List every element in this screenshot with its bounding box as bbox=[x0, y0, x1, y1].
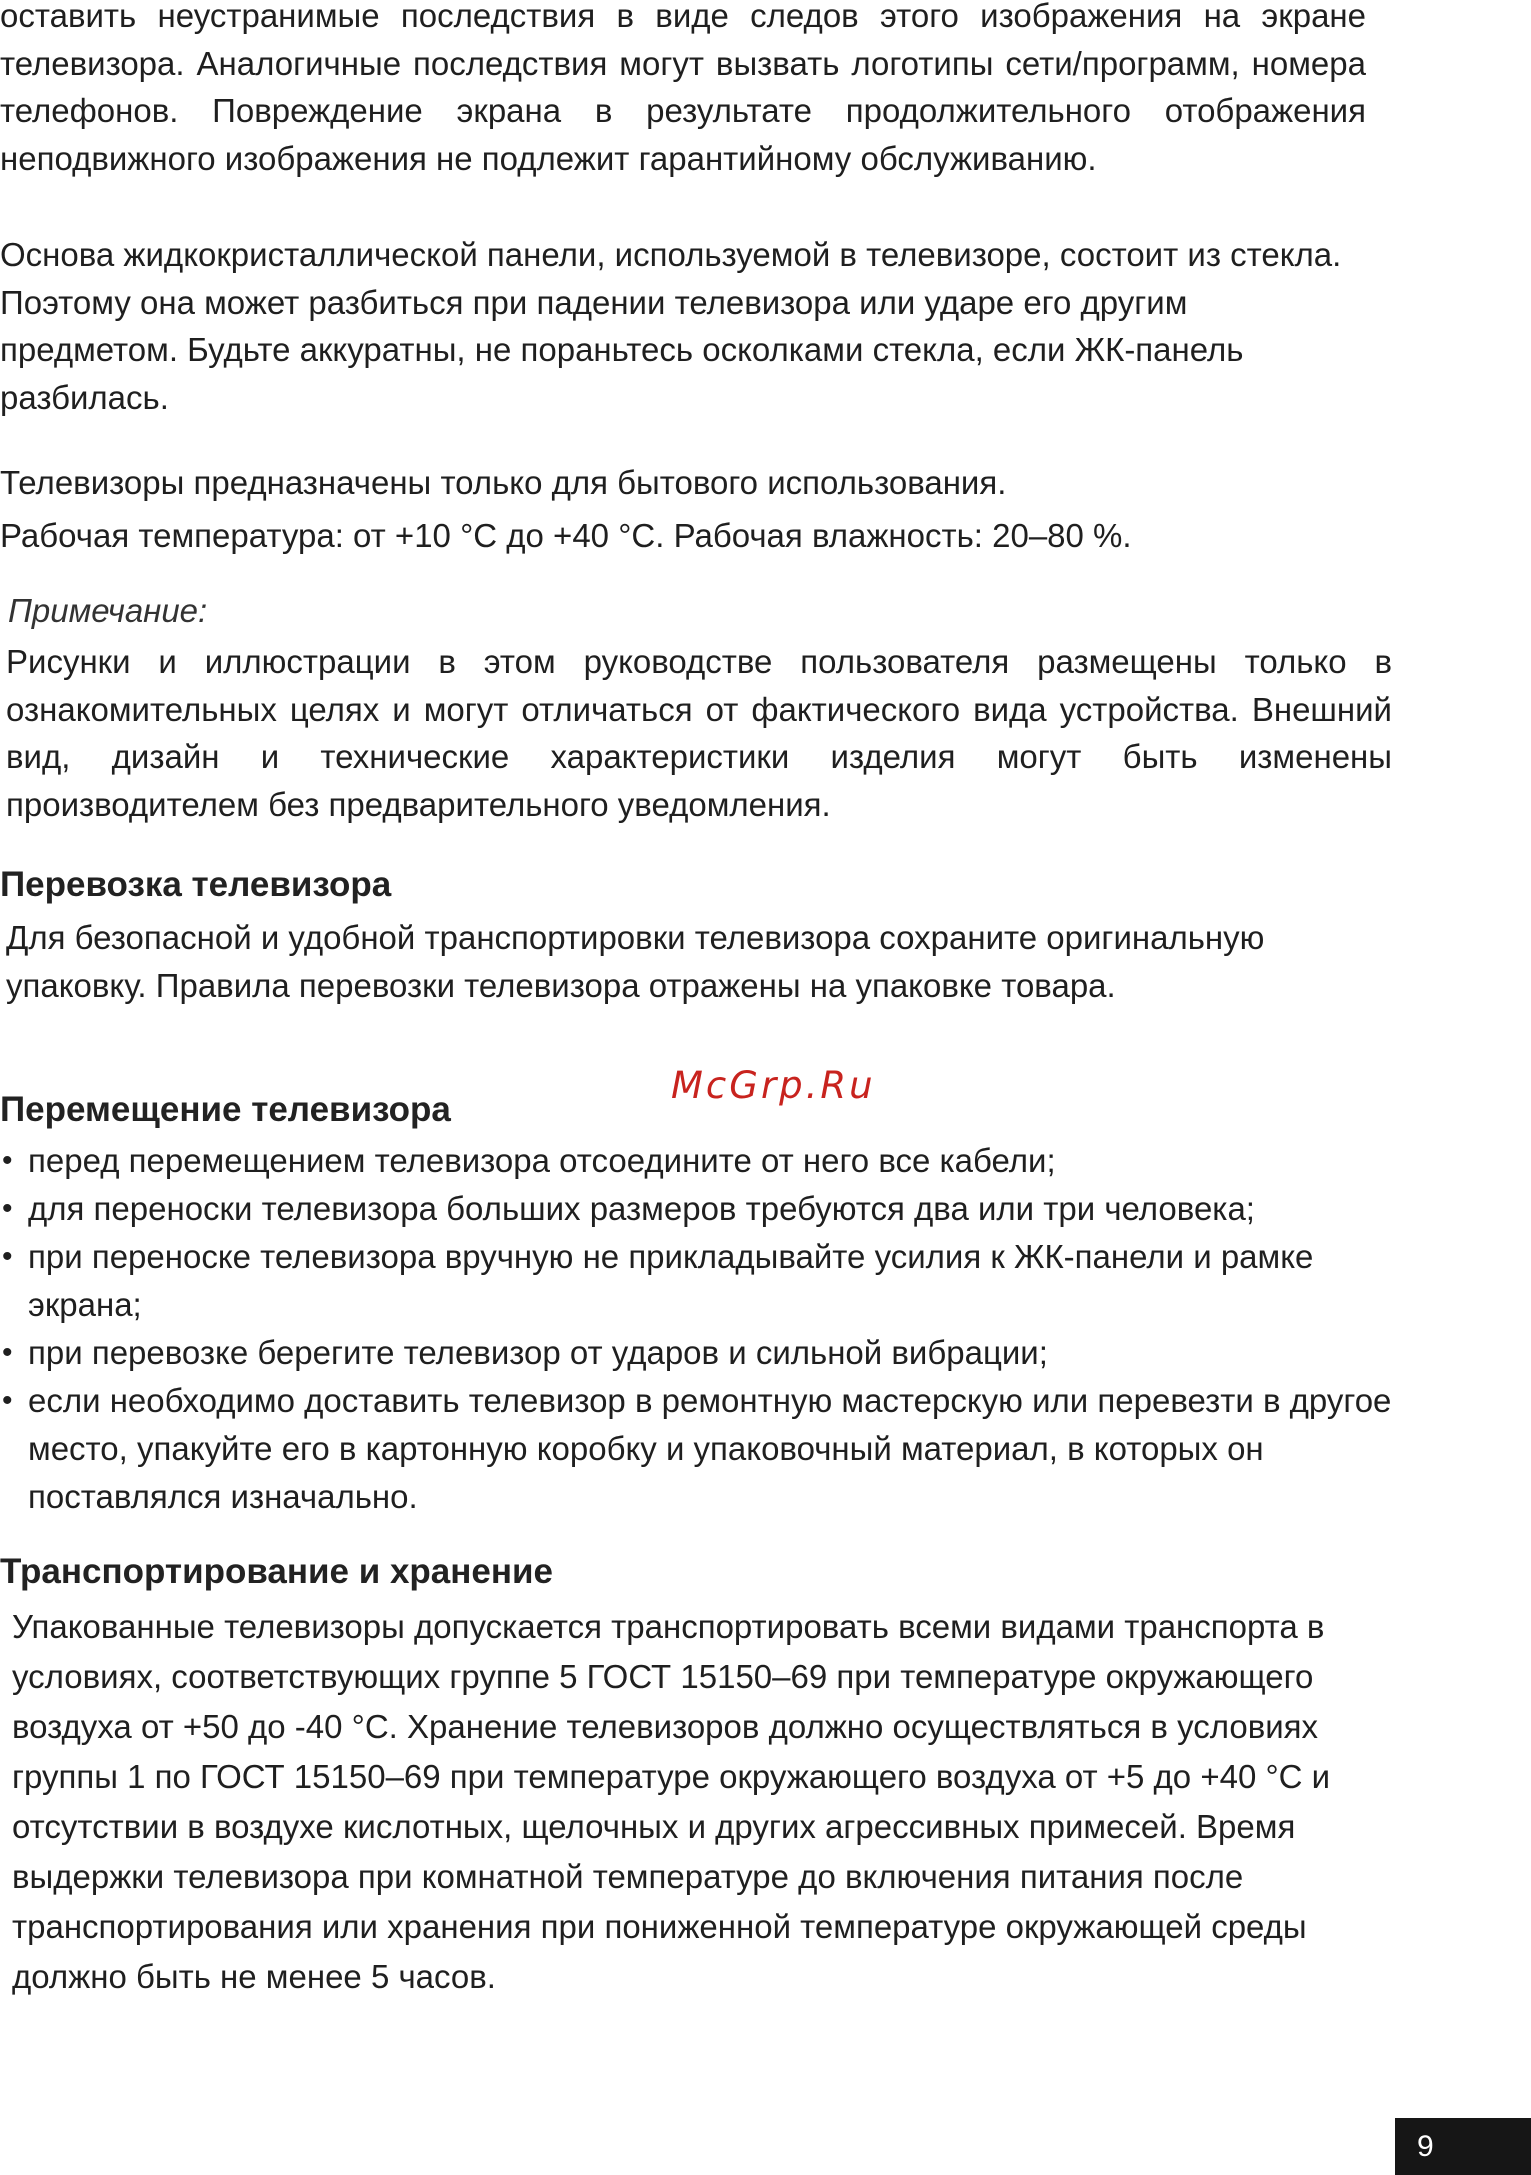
list-item-text: перед перемещением телевизора отсоедините от него все кабели; bbox=[28, 1142, 1056, 1179]
paragraph-lcd-glass: Основа жидкокристаллической панели, используемой в телевизоре, состоит из стекла. Поэтому она может разбиться при падении телевизора или ударе его другим предметом. Будьте аккуратны, не пораньтесь осколками стекла, если ЖК-панель разбилась. bbox=[0, 236, 1342, 416]
paragraph-household-use: Телевизоры предназначены только для бытового использования. bbox=[0, 464, 1007, 501]
list-item bbox=[0, 1137, 1400, 1185]
note-text: Рисунки и иллюстрации в этом руководстве пользователя размещены только в ознакомительных целях и могут отличаться от фактического вида устройства. Внешний вид, дизайн и технические характеристики изделия могут быть изменены производителем без предварительного уведомления. bbox=[6, 643, 1392, 823]
heading-transport: Перевозка телевизора bbox=[0, 865, 392, 904]
list-item bbox=[0, 1185, 1400, 1233]
paragraph-storage: Упакованные телевизоры допускается транспортировать всеми видами транспорта в условиях, соответствующих группе 5 ГОСТ 15150–69 при температуре окружающего воздуха от +50 до -40 °С. Хранение телевизоров должно осуществляться в условиях группы 1 по ГОСТ 15150–69 при температуре окружающего воздуха от +5 до +40 °С и отсутствии в воздухе кислотных, щелочных и других агрессивных примесей. Время выдержки телевизора при комнатной температуре до включения питания после транспортирования или хранения при пониженной температуре окружающей среды должно быть не менее 5 часов. bbox=[12, 1608, 1331, 1995]
paragraph-operating-conditions: Рабочая температура: от +10 °С до +40 °С. Рабочая влажность: 20–80 %. bbox=[0, 517, 1132, 554]
heading-storage: Транспортирование и хранение bbox=[0, 1552, 553, 1591]
bullet-marker: • bbox=[2, 1240, 13, 1273]
list-item-text: если необходимо доставить телевизор в ремонтную мастерскую или перевезти в другое место, упакуйте его в картонную коробку и упаковочный материал, в которых он поставлялся изначально. bbox=[28, 1382, 1392, 1515]
bullet-marker: • bbox=[2, 1144, 13, 1177]
bullet-marker: • bbox=[2, 1192, 13, 1225]
list-item-text: при перевозке берегите телевизор от ударов и сильной вибрации; bbox=[28, 1334, 1048, 1371]
heading-moving: Перемещение телевизора bbox=[0, 1090, 451, 1129]
list-item bbox=[0, 1377, 1424, 1521]
note-title: Примечание: bbox=[8, 592, 208, 629]
paragraph-transport: Для безопасной и удобной транспортировки телевизора сохраните оригинальную упаковку. Правила перевозки телевизора отражены на упаковке товара. bbox=[6, 919, 1265, 1004]
list-item-text: для переноски телевизора больших размеров требуются два или три человека; bbox=[28, 1190, 1255, 1227]
bullet-marker: • bbox=[2, 1336, 13, 1369]
bullet-marker: • bbox=[2, 1384, 13, 1417]
paragraph-screen-burn-in: оставить неустранимые последствия в виде следов этого изображения на экране телевизора. Аналогичные последствия могут вызвать логотипы сети/программ, номера телефонов. Повреждение экрана в результате продолжительного отображения неподвижного изображения не подлежит гарантийному обслуживанию. bbox=[0, 0, 1366, 177]
list-item bbox=[0, 1233, 1376, 1329]
watermark: McGrp.Ru bbox=[671, 1064, 876, 1107]
list-item-text: при переноске телевизора вручную не прикладывайте усилия к ЖК-панели и рамке экрана; bbox=[28, 1238, 1314, 1323]
list-item bbox=[0, 1329, 1400, 1377]
page-number: 9 bbox=[1395, 2118, 1531, 2175]
moving-bullet-list bbox=[0, 1137, 1400, 1521]
